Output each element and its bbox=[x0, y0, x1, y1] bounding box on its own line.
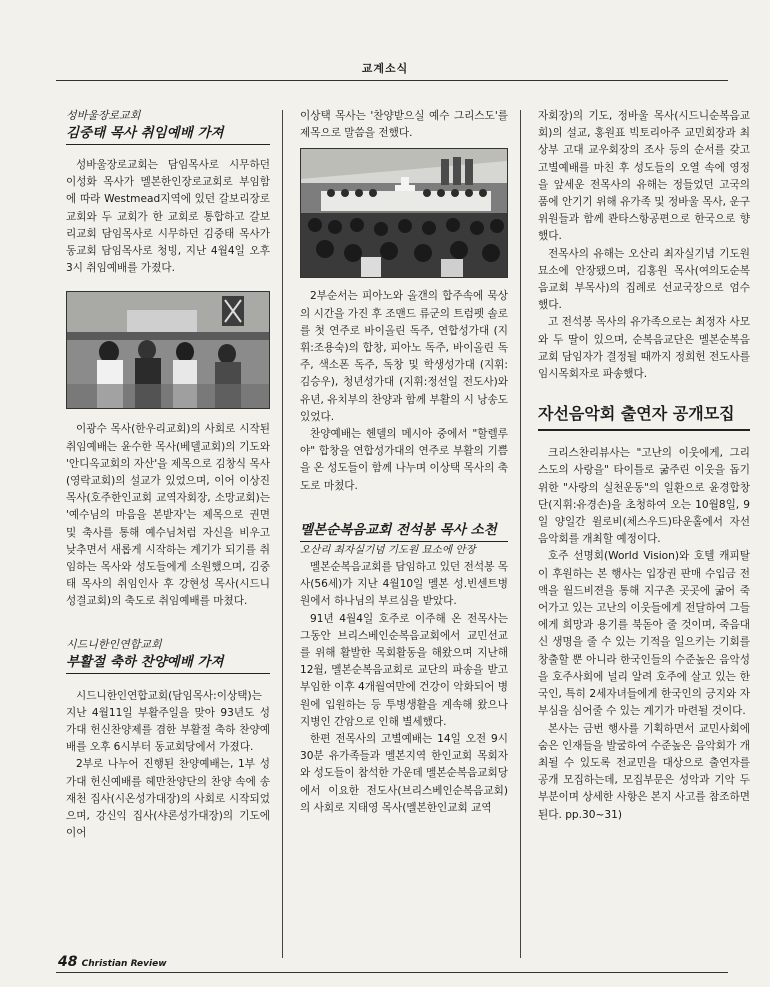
article-paragraph: 자회장)의 기도, 정바울 목사(시드니순복음교회)의 설교, 홍원표 빅토리아주 교민회장과 최상부 고대 교우회장의 조사 등의 순서를 갖고 고별예배를 마친 후 성도들의 오열 속에 영정을 앞세운 전목사의 유해는 정들었던 고국의 품에 안기기 위해 유가족 및 정바울 목사, 운구위원들과 함께 콴타스항공편으로 한국으로 향했다. bbox=[538, 110, 750, 243]
publication-name: Christian Review bbox=[81, 959, 167, 969]
photo-easter-service-image bbox=[301, 149, 507, 277]
article-paragraph: 성바울장로교회는 담임목사로 시무하던 이성화 목사가 멜본한인장로교회로 부임함에 따라 Westmead지역에 있던 갈보리장로교회와 두 교회가 한 교회로 통합하고 갈보리교회 담임목사로 시무하던 김중태 목사가 동교회 담임목사로 청빙, 지난 4월4일 오후 3시 취임예배를 가졌다. bbox=[66, 159, 270, 275]
article-paragraph: 한편 전목사의 고별예배는 14일 오전 9시30분 유가족들과 멜본지역 한인교회 목회자와 성도들이 참석한 가운데 멜본순복음교회당에서 이요한 전도사(브리스베인순복음교회)의 사회로 지태영 목사(멜본한인교회 교역 bbox=[300, 733, 508, 814]
article-paragraph: 전목사의 유해는 오산리 최자실기념 기도원 묘소에 안장됐으며, 김홍원 목사(여의도순복음교회 부목사)의 집례로 선교국장으로 엄수했다. bbox=[538, 247, 750, 312]
article-paragraph: 호주 선명회(World Vision)와 호텔 캐피탈이 후원하는 본 행사는 입장권 판매 수입금 전액을 월드비젼을 통해 지구촌 곳곳에 굶어 죽어가고 있는 고난의 이웃들에게 전달하여 그들에게 희망과 용기를 북돋아 줄 것이며, 죽음대신 생명을 줄 수 있는 기적을 일으키는 기회를 창출할 뿐 아니라 한국인들의 수준높은 음악성을 호주사회에 널리 알려 호주에 살고 있는 한국인, 특히 2세자녀들에게 한국인의 긍지와 자부심을 심어줄 수 있는 계기가 마련될 것이다. bbox=[538, 550, 750, 718]
article-subtitle: 오산리 최자실기념 기도원 묘소에 안장 bbox=[300, 543, 476, 556]
article-paragraph: 찬양예배는 헨델의 메시아 중에서 "할렐루야" 합창을 연합성가대의 연주로 부활의 기쁨을 온 성도들이 함께 나누며 이상택 목사의 축도로 마쳤다. bbox=[300, 428, 508, 492]
column-right bbox=[538, 108, 750, 824]
article-paragraph: 2부로 나누어 진행된 찬양예배는, 1부 성가대 헌신예배를 헤만찬양단의 찬양 속에 송재천 집사(시온성가대장)의 사회로 시작되었으며, 강신익 집사(샤론성가대장)의 기도에 이어 bbox=[66, 758, 270, 840]
column-left bbox=[66, 108, 270, 842]
article-title: 자선음악회 출연자 공개모집 bbox=[538, 405, 750, 431]
article-org: 시드니한인연합교회 bbox=[66, 637, 162, 651]
column-divider bbox=[282, 110, 283, 958]
article-paragraph: 고 전석봉 목사의 유가족으로는 최정자 사모와 두 딸이 있으며, 순복음교단은 멜본순복음교회 담임자가 결정될 때까지 정희헌 전도사를 임시목회자로 파송했다. bbox=[538, 316, 750, 381]
article-org: 성바울장로교회 bbox=[66, 109, 141, 122]
column-divider bbox=[520, 110, 521, 958]
article-paragraph: 이상택 목사는 '찬양받으실 예수 그리스도'를 제목으로 말씀을 전했다. bbox=[300, 110, 508, 140]
footer-rule bbox=[56, 972, 728, 973]
page-number: 48 bbox=[58, 954, 78, 970]
article-paragraph: 2부순서는 피아노와 올갠의 합주속에 묵상의 시간을 가진 후 조맨드 류군의 트럼펫 솔로를 첫 연주로 바이올린 독주, 연합성가대 (지휘:조용숙)의 합창, 피아노 독주, 바이올린 독주, 색소폰 독주, 독창 및 학생성가대 (지휘:김승우), 청년성가대 (지휘:정선일 전도사)와 유년, 유치부의 찬양과 함께 부활의 시 낭송도 있었다. bbox=[300, 290, 508, 423]
header-rule bbox=[56, 80, 728, 81]
article-title: 김중태 목사 취임예배 가져 bbox=[66, 124, 270, 145]
article-title: 부활절 축하 찬양예배 가져 bbox=[66, 653, 270, 674]
article-paragraph: 크리스찬리뷰사는 "고난의 이웃에게, 그리스도의 사랑을" 타이틀로 굶주린 이웃을 돕기 위한 "사랑의 실천운동"의 일환으로 윤경합창단(지휘:유경손)을 초청하여 오는 10월8일, 9일 양일간 윌로비(체스우드)타운홀에서 자선음악회를 개최할 예정이다. bbox=[538, 447, 750, 546]
photo-easter-service bbox=[300, 148, 508, 278]
section-header: 교계소식 bbox=[361, 62, 409, 75]
article-paragraph: 이광수 목사(한우리교회)의 사회로 시작된 취임예배는 윤수한 목사(베델교회)의 기도와 '안디옥교회의 자산'을 제목으로 김창식 목사(영락교회)의 설교가 있었으며, 이어 이상진 목사(호주한인교회 교역자회장, 소망교회)는 '예수님의 마음을 본받자'는 제목으로 권면 및 축사를 통해 예수님처럼 자신을 비우고 낮추면서 새롭게 시작하는 계기가 되기를 취임하는 목사와 성도들에게 소원했으며, 김중태 목사의 취임인사 후 강현성 목사(시드니성결교회)의 축도로 취임예배를 마쳤다. bbox=[66, 423, 270, 608]
article-paragraph: 91년 4월4일 호주로 이주해 온 전목사는 그동안 브리스베인순복음교회에서 교민선교를 위해 활발한 목회활동을 해왔으며 지난해 12월, 멜본순복음교회로 교단의 파송을 받고 부임한 이후 4개월여만에 건강이 악화되어 병원에 입원하는 등 투병생활을 계속해 왔으나 지병인 간암으로 인해 별세했다. bbox=[300, 612, 508, 728]
article-paragraph: 멜본순복음교회를 담임하고 있던 전석봉 목사(56세)가 지난 4월10일 멜본 성.빈센트병원에서 하나님의 부르심을 받았다. bbox=[300, 561, 508, 608]
page-footer bbox=[58, 954, 167, 970]
article-paragraph: 본사는 금번 행사를 기획하면서 교민사회에 숨은 인재들을 발굴하여 수준높은 음악회가 개최될 수 있도록 전교민을 대상으로 출연자를 공개 모집하는데, 모집부문은 성악과 기악 두 부분이며 상세한 사항은 본지 사고를 참조하면 된다. pp.30~31) bbox=[538, 722, 750, 821]
photo-installation-service-image bbox=[67, 292, 269, 408]
photo-installation-service bbox=[66, 291, 270, 409]
article-title: 멜본순복음교회 전석봉 목사 소천 bbox=[300, 521, 508, 542]
article-paragraph: 시드니한인연합교회(담임목사:이상택)는 지난 4월11일 부활주일을 맞아 93년도 성가대 헌신찬양제를 겸한 부활절 축하 찬양예배를 오후 6시부터 동교회당에서 가졌다. bbox=[66, 689, 270, 754]
column-middle bbox=[300, 108, 508, 817]
